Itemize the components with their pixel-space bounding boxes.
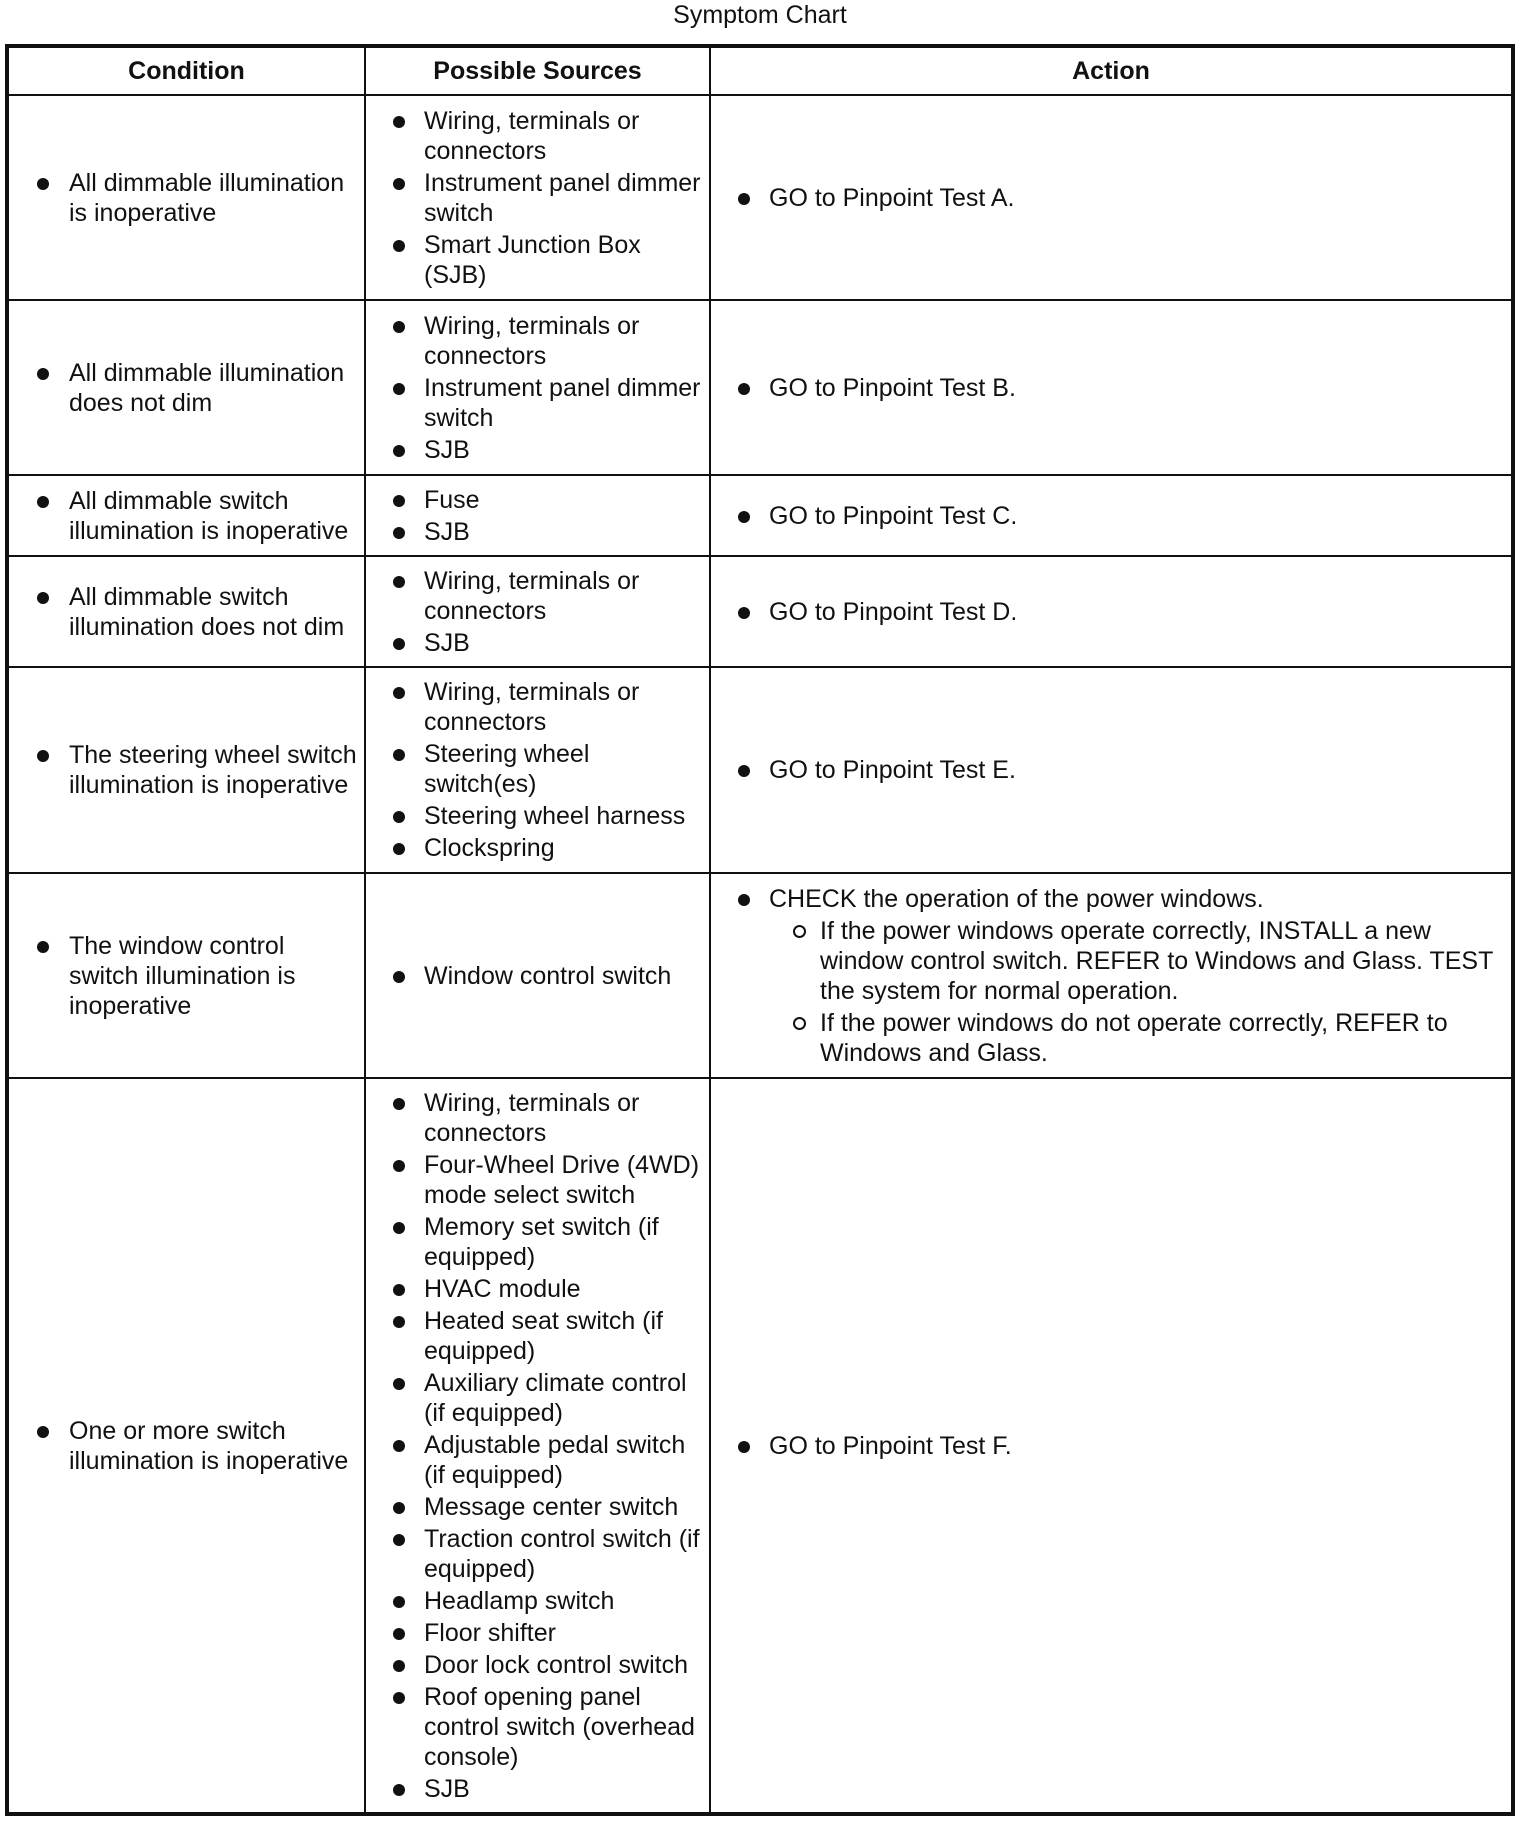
condition-cell [7, 873, 365, 1078]
table-row [7, 95, 1513, 300]
source-item: Heated seat switch (if equipped) [366, 1306, 705, 1366]
source-item: HVAC module [366, 1274, 705, 1304]
sources-cell [365, 300, 710, 475]
source-item: Steering wheel switch(es) [366, 739, 705, 799]
condition-cell [7, 95, 365, 300]
action-subitem: If the power windows operate correctly, INSTALL a new window control switch. REFER to Windows and Glass. TEST the system for normal operation. [769, 916, 1507, 1006]
source-item: Wiring, terminals or connectors [366, 311, 705, 371]
action-text: CHECK the operation of the power windows. [769, 884, 1264, 913]
action-text: GO to Pinpoint Test F. [711, 1431, 1507, 1461]
action-cell [710, 475, 1513, 556]
source-item: Instrument panel dimmer switch [366, 168, 705, 228]
source-item: Clockspring [366, 833, 705, 863]
source-item: SJB [366, 628, 705, 658]
action-text: GO to Pinpoint Test D. [711, 597, 1507, 627]
condition-cell [7, 300, 365, 475]
source-item: Smart Junction Box (SJB) [366, 230, 705, 290]
table-row [7, 475, 1513, 556]
condition-text: The window control switch illumination is inoperative [9, 931, 360, 1021]
sources-cell [365, 873, 710, 1078]
condition-cell [7, 1078, 365, 1814]
action-subitem: If the power windows do not operate correctly, REFER to Windows and Glass. [769, 1008, 1507, 1068]
table-row [7, 1078, 1513, 1814]
source-item: Instrument panel dimmer switch [366, 373, 705, 433]
action-cell [710, 95, 1513, 300]
table-row [7, 556, 1513, 667]
source-item: Floor shifter [366, 1618, 705, 1648]
action-text: GO to Pinpoint Test E. [711, 755, 1507, 785]
symptom-chart-table [5, 44, 1515, 1816]
source-item: Headlamp switch [366, 1586, 705, 1616]
source-item: SJB [366, 517, 705, 547]
action-text: GO to Pinpoint Test A. [711, 183, 1507, 213]
source-item: Adjustable pedal switch (if equipped) [366, 1430, 705, 1490]
header-possible-sources: Possible Sources [365, 46, 710, 95]
action-cell [710, 667, 1513, 873]
action-text: GO to Pinpoint Test B. [711, 373, 1507, 403]
chart-caption: Symptom Chart [673, 1, 847, 29]
action-cell [710, 1078, 1513, 1814]
table-row [7, 873, 1513, 1078]
source-item: Roof opening panel control switch (overhead console) [366, 1682, 705, 1772]
condition-text: All dimmable illumination is inoperative [9, 168, 360, 228]
condition-text: One or more switch illumination is inoperative [9, 1416, 360, 1476]
sources-cell [365, 556, 710, 667]
source-item: SJB [366, 435, 705, 465]
sources-cell [365, 475, 710, 556]
action-cell [710, 556, 1513, 667]
source-item: Wiring, terminals or connectors [366, 677, 705, 737]
source-item: Wiring, terminals or connectors [366, 1088, 705, 1148]
sources-cell [365, 95, 710, 300]
condition-cell [7, 475, 365, 556]
source-item: Fuse [366, 485, 705, 515]
source-item: Traction control switch (if equipped) [366, 1524, 705, 1584]
source-item: Wiring, terminals or connectors [366, 566, 705, 626]
source-item: Window control switch [366, 961, 705, 991]
source-item: Message center switch [366, 1492, 705, 1522]
table-row [7, 300, 1513, 475]
source-item: Auxiliary climate control (if equipped) [366, 1368, 705, 1428]
sources-cell [365, 1078, 710, 1814]
source-item: Door lock control switch [366, 1650, 705, 1680]
condition-cell [7, 667, 365, 873]
source-item: SJB [366, 1774, 705, 1804]
source-item: Wiring, terminals or connectors [366, 106, 705, 166]
header-row [7, 46, 1513, 95]
table-row [7, 667, 1513, 873]
source-item: Four-Wheel Drive (4WD) mode select switch [366, 1150, 705, 1210]
condition-text: All dimmable switch illumination does not dim [9, 582, 360, 642]
source-item: Steering wheel harness [366, 801, 705, 831]
condition-text: The steering wheel switch illumination is inoperative [9, 740, 360, 800]
condition-text: All dimmable illumination does not dim [9, 358, 360, 418]
action-cell [710, 873, 1513, 1078]
action-cell [710, 300, 1513, 475]
source-item: Memory set switch (if equipped) [366, 1212, 705, 1272]
header-condition: Condition [7, 46, 365, 95]
condition-text: All dimmable switch illumination is inoperative [9, 486, 360, 546]
sources-cell [365, 667, 710, 873]
action-text: GO to Pinpoint Test C. [711, 501, 1507, 531]
action-item [711, 884, 1507, 1068]
header-action: Action [710, 46, 1513, 95]
condition-cell [7, 556, 365, 667]
